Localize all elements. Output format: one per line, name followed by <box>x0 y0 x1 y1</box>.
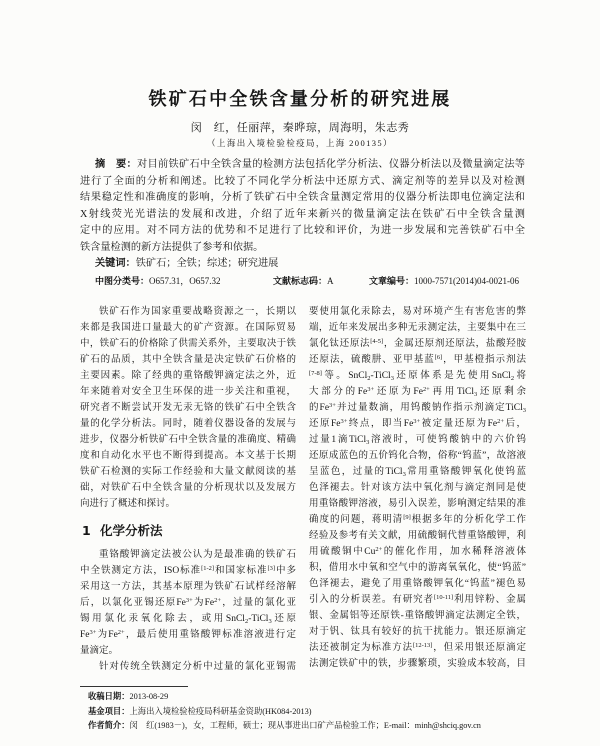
text-line <box>80 595 296 611</box>
text-line <box>309 656 526 672</box>
text-line <box>80 432 296 448</box>
subscript: 3 <box>390 374 394 382</box>
text-line <box>80 448 296 464</box>
text-line <box>80 304 296 320</box>
author-bio-label: 作者简介： <box>88 720 130 730</box>
subscript: 2 <box>367 374 371 382</box>
text-run: 的Fe <box>309 403 330 413</box>
fund-value: 上海出入境检验检疫局科研基金资助(HK084-2013) <box>129 706 312 716</box>
author-bio <box>88 718 528 733</box>
subscript: 3 <box>473 390 478 398</box>
text-run: 中多 <box>275 566 296 576</box>
text-line <box>309 544 526 560</box>
text-line <box>309 464 526 480</box>
right-column-text <box>309 304 526 672</box>
superscript: 2+ <box>214 597 222 605</box>
author-bio-value: 闵 红(1983－)，女，工程师，硕士；现从事进出口矿产品检验工作；E-mail：minh@shciq.gov.cn <box>129 721 481 730</box>
text-run: 法还被制定为标准方法 <box>309 643 414 653</box>
text-line <box>80 320 296 336</box>
article-number-label: 文章编号： <box>369 277 415 287</box>
text-line <box>309 416 526 432</box>
text-run: 终点，即当Fe <box>347 419 414 429</box>
text-run: 主要因素。除了经典的重铬酸钾滴定法之外，近 <box>80 371 296 381</box>
text-run: 还原Fe <box>309 419 341 429</box>
text-run: 度和自动化水平也不断得到提高。本文基于长期 <box>80 451 296 461</box>
text-run: 被定量还原为Fe <box>420 419 498 429</box>
text-line <box>80 643 296 659</box>
superscript: 2+ <box>117 629 125 637</box>
text-run: 大部分的Fe <box>309 387 368 397</box>
received-value: 2013-08-29 <box>129 692 169 701</box>
text-line <box>309 352 526 368</box>
text-line <box>309 304 526 320</box>
text-run: 呈蓝色，过量的TiCl <box>309 467 403 477</box>
text-run: 结果稳定性和准确度的影响，分析了铁矿石中全铁含量测定常用的仪器分析法即电位滴定法和 <box>80 192 525 203</box>
text-line <box>80 416 296 432</box>
text-line <box>80 659 296 675</box>
text-run: -TiCl <box>370 371 391 381</box>
text-line <box>309 336 526 352</box>
subscript: 2 <box>510 374 515 382</box>
text-run: 和国家标准 <box>214 566 268 576</box>
section-label: 摘 要： <box>95 159 137 170</box>
text-run: 研究者不断尝试开发无汞无铬的铁矿石中全铁含 <box>80 403 296 413</box>
text-line <box>80 368 296 384</box>
text-line <box>309 560 526 576</box>
text-line <box>309 496 526 512</box>
text-run: 还原法，硫酸肼、亚甲基蓝 <box>309 355 435 365</box>
text-run: 后， <box>503 419 526 429</box>
text-run: 重铬酸钾滴定法被公认为是最准确的铁矿石 <box>99 550 296 560</box>
text-line <box>309 368 526 384</box>
text-run: 为Fe <box>192 598 215 608</box>
subscript: 3 <box>366 438 370 446</box>
text-run: 银、金属铝等还原铁-重铬酸钾滴定法测定全铁， <box>309 611 526 621</box>
text-line <box>80 563 296 579</box>
text-run: 为Fe <box>96 630 118 640</box>
document-code-label: 文献标志码： <box>273 277 328 287</box>
text-run: 色泽褪去，避免了用重铬酸钾氧化“钨蓝”褪色易 <box>309 579 526 589</box>
text-run: 后，以氯化亚锡还原Fe <box>80 598 186 608</box>
text-line <box>309 512 526 528</box>
text-line <box>80 384 296 400</box>
text-run: 还原成蓝色的五价钨化合物，俗称“钨蓝”，故溶液 <box>309 451 526 461</box>
text-line <box>80 480 296 496</box>
text-line <box>309 400 526 416</box>
text-line <box>309 624 526 640</box>
text-line <box>309 640 526 656</box>
text-run: 过量1滴TiCl <box>309 435 367 445</box>
clc-number <box>95 273 221 290</box>
clc-value: O657.31，O657.32 <box>149 276 221 286</box>
text-run: 用硫酸铜中Cu <box>309 547 376 557</box>
paper-title: 铁矿石中全铁含量分析的研究进展 <box>148 89 452 110</box>
citation-ref: [4-5] <box>370 338 384 346</box>
text-run: 要使用氯化汞除去，易对环境产生有害危害的弊 <box>309 307 526 317</box>
footnotes <box>88 689 528 733</box>
fund-note <box>88 704 528 719</box>
text-run: 对目前铁矿石中全铁含量的检测方法包括化学分析法、仪器分析法以及微量滴定法等 <box>136 159 525 170</box>
citation-ref: [6] <box>434 354 443 362</box>
superscript: 3+ <box>413 418 421 426</box>
text-line <box>80 157 525 174</box>
citation-ref: [1-2] <box>201 565 215 573</box>
text-line <box>80 240 525 257</box>
subscript: 3 <box>402 470 406 478</box>
text-run: 铁矿石检测的实际工作经验和大量文献阅读的基 <box>80 467 296 477</box>
superscript: 2+ <box>375 546 383 554</box>
section-paragraph <box>80 659 296 675</box>
text-line <box>309 448 526 464</box>
text-run: 常用重铬酸钾氧化使钨蓝 <box>405 467 526 477</box>
text-line <box>80 579 296 595</box>
text-run: ，甲基橙指示剂法 <box>442 355 526 365</box>
text-run: 用重铬酸钾溶液，易引入误差，影响测定结果的准 <box>309 499 526 509</box>
text-line <box>80 336 296 352</box>
text-line <box>80 223 525 240</box>
text-run: 经验及参考有关文献，用硫酸铜代替重铬酸钾，利 <box>309 531 526 541</box>
section-paragraph <box>80 547 296 659</box>
text-run: 积，借用水中氧和空气中的游离氧氧化，使“钨蓝” <box>309 563 526 573</box>
text-run: 针对传统全铁测定分析中过量的氯化亚锡需 <box>99 662 296 672</box>
text-run: Fe <box>80 630 90 640</box>
subscript: 3 <box>268 617 272 625</box>
text-line <box>309 384 526 400</box>
text-run: ，过量的氯化亚 <box>221 598 296 608</box>
text-run: 端，近年来发展出多种无汞测定法，主要集中在三 <box>309 323 526 333</box>
text-run: 并过量数滴，用钨酸钠作指示剂滴定TiCl <box>335 403 523 413</box>
text-run: 中全铁测定方法，ISO标准 <box>80 566 202 576</box>
text-run: 引入的分析误差。有研究者 <box>309 595 434 605</box>
text-line <box>80 627 296 643</box>
text-run: 矿石的品质，其中全铁含量是决定铁矿石价格的 <box>80 355 296 365</box>
document-code <box>273 273 334 290</box>
text-line <box>309 592 526 608</box>
text-run: 法测定铁矿中的铁，步骤繁琐，实验成本较高，目 <box>309 659 526 669</box>
text-run: 锡用氯化汞氧化除去，或用SnCl <box>80 614 245 624</box>
text-run: 确度的问题，蒋明清 <box>309 515 404 525</box>
article-number <box>369 273 519 290</box>
clc-label: 中图分类号： <box>95 277 150 287</box>
text-line <box>80 190 525 207</box>
text-line <box>309 576 526 592</box>
keywords-text: 铁矿石；全铁；综述；研究进展 <box>135 258 279 269</box>
text-line <box>80 400 296 416</box>
text-run: 进行了全面的分析和阐述。比较了不同化学分析法中还原方式、滴定剂等的差异以及对检测 <box>80 175 525 187</box>
text-line <box>80 464 296 480</box>
superscript: 2+ <box>497 418 504 426</box>
text-run: 向进行了概述和探讨。 <box>80 499 176 509</box>
text-run: 还原为Fe <box>374 387 423 397</box>
affiliation: （上海出入境检验检疫局，上海 200135） <box>207 138 393 148</box>
subscript: 2 <box>244 617 249 625</box>
text-run: 还原体系是先使用SnCl <box>393 371 511 381</box>
text-run: 溶液时，可使钨酸钠中的六价钨 <box>369 435 526 445</box>
text-line <box>80 611 296 627</box>
classification-line <box>0 273 600 289</box>
author-list: 闵 红，任丽萍，秦晔琼，周海明，朱志秀 <box>190 122 410 134</box>
text-run: 将 <box>514 371 526 381</box>
text-run: 氯化钛还原法 <box>309 339 371 349</box>
text-run: 利用锌粉、金属 <box>453 595 526 605</box>
text-line <box>309 480 526 496</box>
text-run: 根据多年的分析化学工作 <box>410 515 526 525</box>
abstract <box>80 157 525 256</box>
citation-ref: [3] <box>267 565 276 573</box>
text-run: 年来随着对安全卫生环保的进一步关注和重视， <box>80 387 296 397</box>
section-title: 化学分析法 <box>100 523 163 538</box>
document-code-value: A <box>327 276 334 286</box>
text-run: 来都是我国进口量最大的矿产资源。在国际贸易 <box>80 323 296 333</box>
text-line <box>80 352 296 368</box>
text-line <box>309 608 526 624</box>
article-number-value: 1000-7571(2014)04-0021-06 <box>414 276 520 286</box>
keywords <box>95 256 525 273</box>
text-run: 色泽褪去。针对该方法中氧化剂与滴定剂同是使 <box>309 483 526 493</box>
text-run: 中，铁矿石的价格除了供需关系外，主要取决于铁 <box>80 339 296 349</box>
citation-ref: [9] <box>403 514 411 522</box>
text-run: 再用TiCl <box>429 387 474 397</box>
text-run: 还原剩余 <box>477 387 526 397</box>
subscript: 3 <box>522 406 526 414</box>
text-line <box>309 528 526 544</box>
introduction-paragraph <box>80 304 296 512</box>
text-run: -TiCl <box>248 614 269 624</box>
fund-label: 基金项目： <box>88 705 130 716</box>
text-run: 量的化学分析法。同时，随着仪器设备的发展与 <box>80 419 296 429</box>
text-run: 的催化作用，加水稀释溶液体 <box>382 547 526 557</box>
superscript: 3+ <box>367 386 375 394</box>
text-line <box>309 432 526 448</box>
text-line <box>80 496 296 512</box>
text-run: ，但采用银还原滴定 <box>432 643 526 653</box>
superscript: 2+ <box>422 386 430 394</box>
text-run: 铁含量检测的新方法提供了参考和依据。 <box>80 241 264 253</box>
keywords-label: 关键词： <box>95 258 136 269</box>
citation-ref: [12-13] <box>413 642 433 650</box>
text-run: 进步，仪器分析铁矿石中全铁含量的准确度、精确 <box>80 435 296 445</box>
text-run: 采用这一方法，其基本原理为铁矿石试样经溶解 <box>80 582 296 592</box>
text-line <box>80 547 296 563</box>
text-run: 量滴定。 <box>80 646 119 656</box>
text-run: ，金属还原剂还原法，盐酸羟胺 <box>383 339 526 349</box>
citation-ref: [7-8] <box>309 370 322 378</box>
text-run: 等。SnCl <box>321 371 368 381</box>
section-heading <box>82 522 296 540</box>
text-run: ，最后使用重铬酸钾标准溶液进行定 <box>124 630 296 640</box>
text-run: 铁矿石作为国家重要战略资源之一，长期以 <box>99 307 296 317</box>
text-run: X射线荧光光谱法的发展和改进，介绍了近年来新兴的微量滴定法在铁矿石中全铁含量测 <box>80 208 525 220</box>
footnote-divider <box>80 686 188 687</box>
text-line <box>80 174 525 191</box>
superscript: 3+ <box>185 597 193 605</box>
section-number: 1 <box>82 523 91 538</box>
text-line <box>80 207 525 224</box>
superscript: 3+ <box>89 629 97 637</box>
text-line <box>309 320 526 336</box>
text-run: 础，对铁矿石中全铁含量的分析现状以及发展方 <box>80 483 296 493</box>
text-run: 对于钒、钛具有较好的抗干扰能力。银还原滴定 <box>309 627 526 637</box>
citation-ref: [10-11] <box>433 594 454 602</box>
superscript: 3+ <box>340 418 348 426</box>
text-run: 还原 <box>271 614 296 624</box>
received-label: 收稿日期： <box>88 691 130 701</box>
text-run: 定中的应用。对不同方法的优势和不足进行了比较和评价，为进一步发展和完善铁矿石中全 <box>80 225 525 236</box>
superscript: 3+ <box>329 402 336 410</box>
received-date <box>88 689 528 704</box>
